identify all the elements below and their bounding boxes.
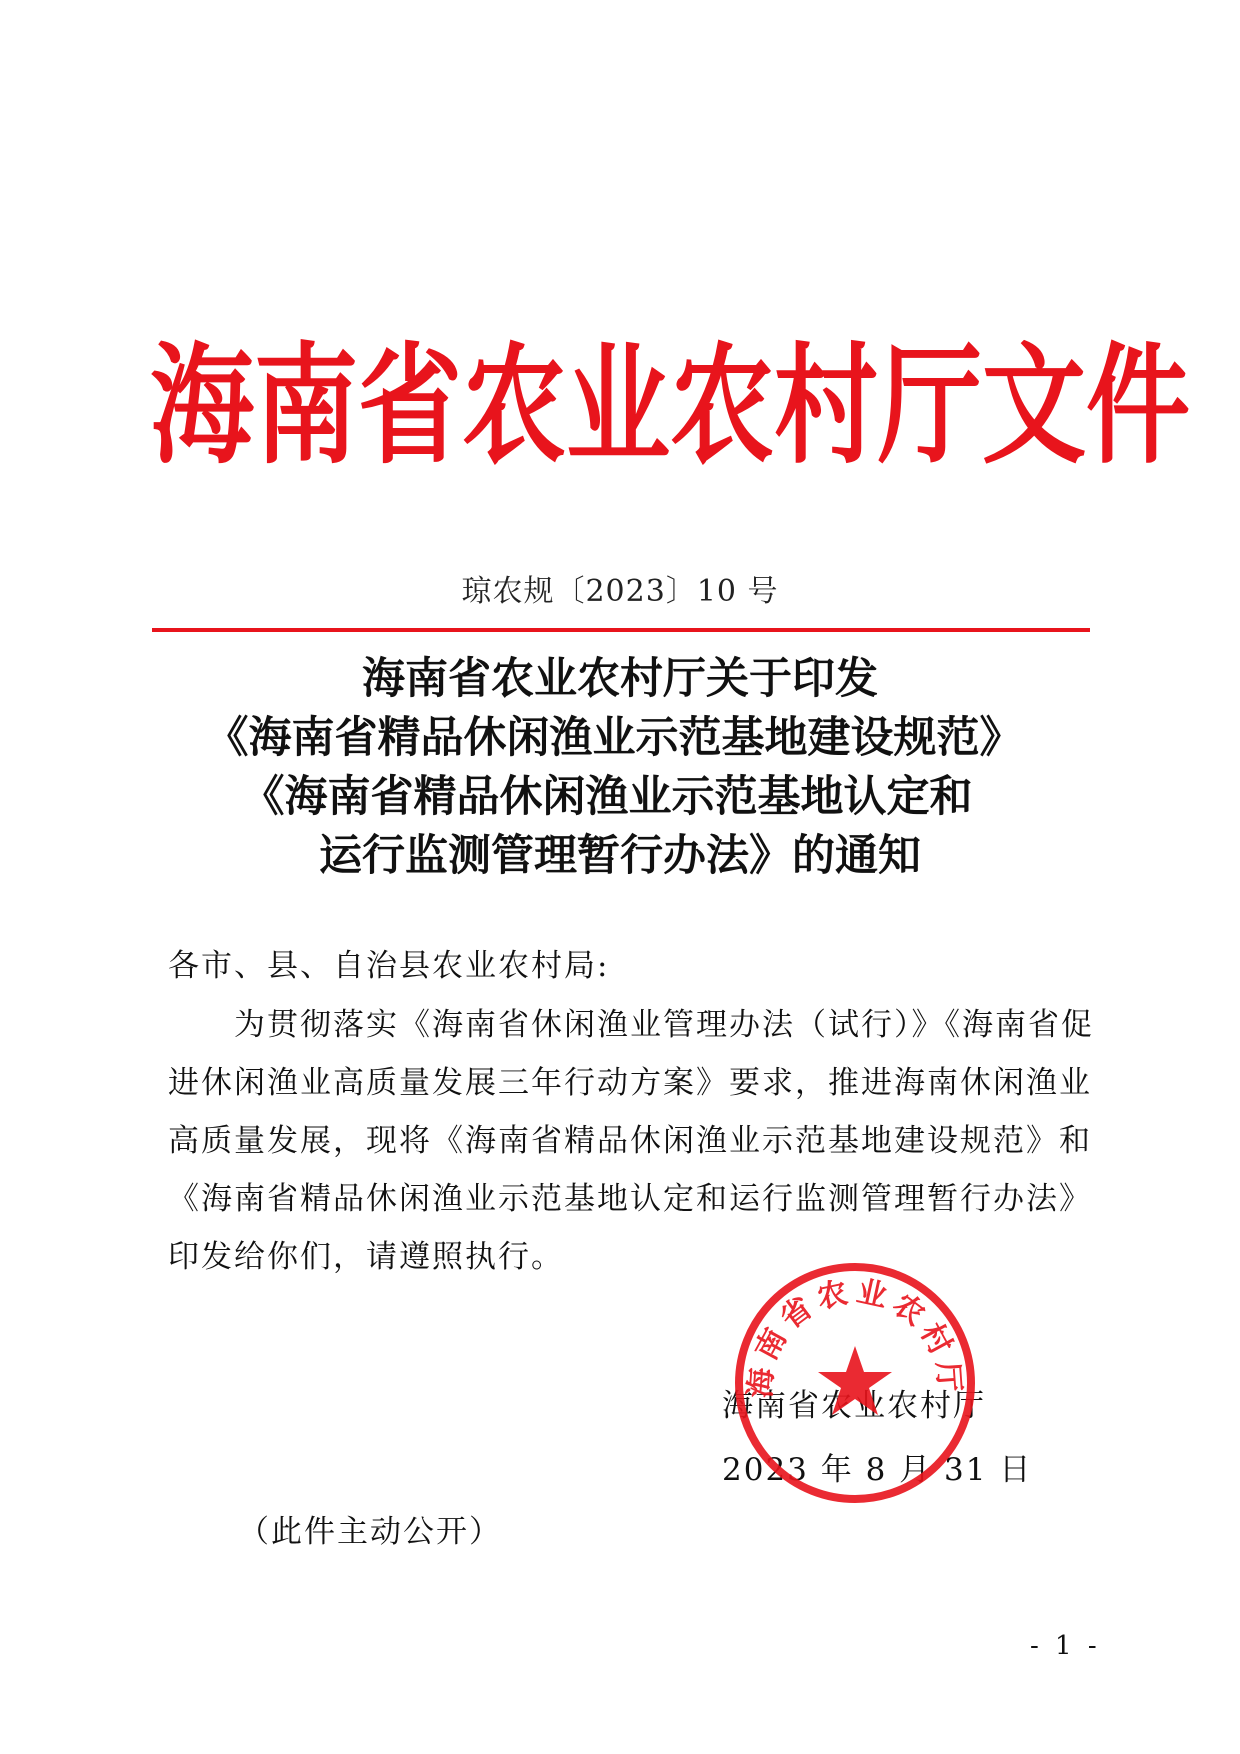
issue-date: 2023 年 8 月 31 日 — [722, 1452, 1033, 1488]
masthead-title: 海南省农业农村厅文件 — [150, 328, 1191, 482]
body-line: 印发给你们，请遵照执行。 — [168, 1239, 564, 1275]
title-line: 运行监测管理暂行办法》的通知 — [319, 831, 921, 881]
body-paragraph — [168, 996, 1108, 1286]
salutation: 各市、县、自治县农业农村局: — [168, 948, 610, 984]
title-line: 海南省农业农村厅关于印发 — [362, 654, 878, 704]
title-line: 《海南省精品休闲渔业示范基地认定和 — [241, 772, 973, 822]
signature-organization: 海南省农业农村厅 — [722, 1388, 986, 1424]
body-line: 进休闲渔业高质量发展三年行动方案》要求，推进海南休闲渔业 — [168, 1065, 1092, 1101]
page-number: - 1 - — [1030, 1631, 1101, 1661]
seal-text-path: 海南省农业农村厅 — [743, 1274, 967, 1400]
document-number: 琼农规〔2023〕10 号 — [461, 574, 779, 609]
red-divider — [152, 628, 1090, 632]
body-line: 为贯彻落实《海南省休闲渔业管理办法（试行）》《海南省促 — [234, 1007, 1094, 1043]
notice-title — [150, 650, 1090, 886]
title-line: 《海南省精品休闲渔业示范基地建设规范》 — [205, 713, 1023, 763]
official-seal — [730, 1258, 980, 1508]
body-line: 《海南省精品休闲渔业示范基地认定和运行监测管理暂行办法》 — [168, 1181, 1092, 1217]
body-line: 高质量发展，现将《海南省精品休闲渔业示范基地建设规范》和 — [168, 1123, 1092, 1159]
star-icon — [818, 1346, 892, 1415]
public-disclosure-note: （此件主动公开） — [238, 1514, 502, 1550]
